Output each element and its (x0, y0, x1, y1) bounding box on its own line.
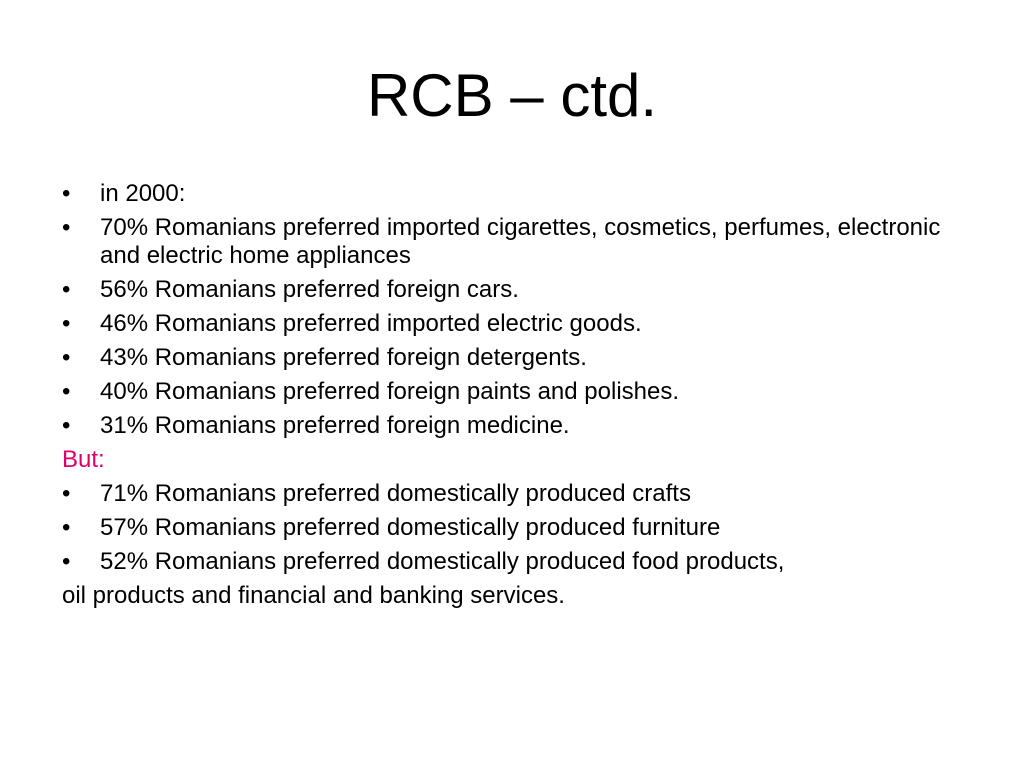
list-item (62, 276, 962, 304)
section-label: But: (62, 446, 105, 473)
list-item-text: 40% Romanians preferred foreign paints and polishes. (100, 378, 680, 405)
bullet-icon: • (62, 378, 71, 405)
slide-content (62, 180, 962, 616)
slide-title: RCB – ctd. (366, 62, 658, 129)
list-item (62, 180, 962, 208)
list-item-text: 56% Romanians preferred foreign cars. (100, 276, 519, 303)
list-item (62, 412, 962, 440)
list-item-text: 43% Romanians preferred foreign detergents. (100, 344, 587, 371)
list-item-text: 46% Romanians preferred imported electric goods. (100, 310, 642, 337)
list-item-text: 71% Romanians preferred domestically produced crafts (100, 480, 691, 507)
list-item (62, 378, 962, 406)
bullet-icon: • (62, 214, 71, 241)
list-item (62, 310, 962, 338)
bullet-icon: • (62, 412, 71, 439)
list-item (62, 214, 962, 270)
bullet-icon: • (62, 344, 71, 371)
list-item (62, 344, 962, 372)
list-item-text: 52% Romanians preferred domestically produced food products, (100, 548, 785, 575)
bullet-icon: • (62, 548, 71, 575)
list-item-text: 57% Romanians preferred domestically produced furniture (100, 514, 721, 541)
list-item (62, 514, 962, 542)
list-item-text: in 2000: (100, 180, 186, 207)
list-item (62, 548, 962, 576)
bullet-icon: • (62, 276, 71, 303)
list-item-text: 31% Romanians preferred foreign medicine. (100, 412, 570, 439)
list-item (62, 480, 962, 508)
list-item-text: 70% Romanians preferred imported cigarettes, cosmetics, perfumes, electronic and electric home appliances (100, 214, 941, 269)
continuation-text: oil products and financial and banking services. (62, 582, 565, 609)
bullet-icon: • (62, 480, 71, 507)
bullet-icon: • (62, 514, 71, 541)
bullet-icon: • (62, 310, 71, 337)
bullet-icon: • (62, 180, 71, 207)
